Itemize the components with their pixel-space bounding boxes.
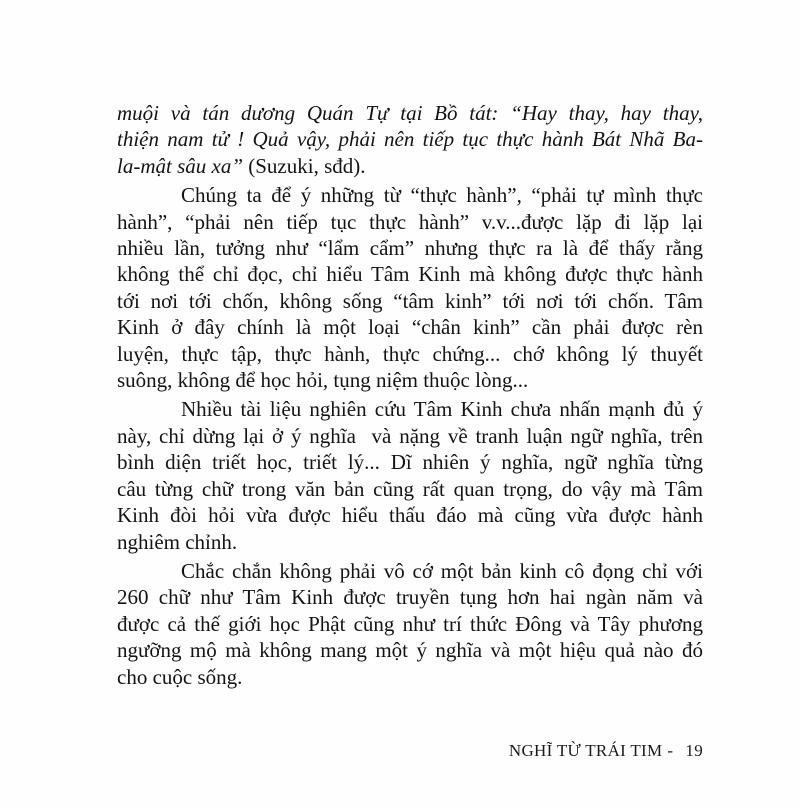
text-segment: được cả thế giới học Phật cũng như trí thức Đông và Tây phương bbox=[117, 611, 703, 636]
text-line bbox=[117, 476, 703, 502]
text-segment: nghiêm chỉnh. bbox=[117, 529, 238, 554]
text-segment: tới nơi tới chốn, không sống “tâm kinh” tới nơi tới chốn. Tâm bbox=[117, 288, 703, 313]
text-line bbox=[117, 529, 703, 555]
page-footer bbox=[509, 741, 703, 761]
paragraph bbox=[117, 182, 703, 393]
text-segment: không thể chỉ đọc, chỉ hiểu Tâm Kinh mà không được thực hành bbox=[117, 262, 703, 287]
text-segment: la-mật sâu xa” bbox=[117, 153, 249, 178]
text-line bbox=[117, 423, 703, 449]
text-segment: Chúng ta để ý những từ “thực hành”, “phải tự mình thực bbox=[181, 183, 703, 208]
text-line bbox=[117, 637, 703, 663]
paragraph bbox=[117, 100, 703, 179]
paragraph bbox=[117, 558, 703, 690]
text-segment: bình diện triết học, triết lý... Dĩ nhiên ý nghĩa, ngữ nghĩa từng bbox=[117, 450, 703, 475]
footer-separator: - bbox=[667, 741, 674, 760]
paragraph bbox=[117, 396, 703, 554]
text-line bbox=[117, 502, 703, 528]
text-line bbox=[117, 209, 703, 235]
text-line bbox=[117, 261, 703, 287]
text-line bbox=[117, 288, 703, 314]
text-segment: luyện, thực tập, thực hành, thực chứng... chớ không lý thuyết bbox=[117, 341, 703, 366]
text-segment: Kinh ở đây chính là một loại “chân kinh” cần phải được rèn bbox=[117, 315, 703, 340]
text-segment: câu từng chữ trong văn bản cũng rất quan trọng, do vậy mà Tâm bbox=[117, 476, 703, 501]
text-segment: suông, không để học hỏi, tụng niệm thuộc lòng... bbox=[117, 368, 529, 393]
text-line bbox=[117, 126, 703, 152]
text-segment: thiện nam tử ! Quả vậy, phải nên tiếp tục thực hành Bát Nhã Ba- bbox=[117, 127, 703, 152]
text-segment: ngưỡng mộ mà không mang một ý nghĩa và một hiệu quả nào đó bbox=[117, 638, 703, 663]
text-line bbox=[117, 449, 703, 475]
text-line bbox=[117, 558, 703, 584]
text-segment: này, chỉ dừng lại ở ý nghĩa và nặng về tranh luận ngữ nghĩa, trên bbox=[117, 423, 703, 448]
text-line bbox=[117, 341, 703, 367]
page-number: 19 bbox=[685, 741, 703, 760]
text-segment: Chắc chắn không phải vô cớ một bản kinh cô đọng chỉ với bbox=[181, 558, 703, 583]
text-line bbox=[117, 396, 703, 422]
text-segment: nhiều lần, tưởng như “lẩm cẩm” nhưng thực ra là để thấy rằng bbox=[117, 236, 703, 261]
page-text bbox=[117, 100, 703, 690]
text-line bbox=[117, 182, 703, 208]
text-line bbox=[117, 314, 703, 340]
text-line bbox=[117, 235, 703, 261]
text-line bbox=[117, 664, 703, 690]
text-line bbox=[117, 584, 703, 610]
text-segment: (Suzuki, sđd). bbox=[248, 153, 366, 178]
running-title: NGHĨ TỪ TRÁI TIM bbox=[508, 741, 663, 760]
text-line bbox=[117, 367, 703, 393]
text-segment: hành”, “phải nên tiếp tục thực hành” v.v...được lặp đi lặp lại bbox=[117, 209, 703, 234]
text-segment: Kinh đòi hỏi vừa được hiểu thấu đáo mà cũng vừa được hành bbox=[117, 503, 703, 528]
text-line bbox=[117, 611, 703, 637]
text-line bbox=[117, 153, 703, 179]
text-segment: 260 chữ như Tâm Kinh được truyền tụng hơn hai ngàn năm và bbox=[117, 585, 703, 610]
text-segment: cho cuộc sống. bbox=[117, 664, 243, 689]
text-line bbox=[117, 100, 703, 126]
text-segment: muội và tán dương Quán Tự tại Bồ tát: “Hay thay, hay thay, bbox=[117, 101, 703, 125]
text-segment: Nhiều tài liệu nghiên cứu Tâm Kinh chưa nhấn mạnh đủ ý bbox=[181, 397, 703, 422]
